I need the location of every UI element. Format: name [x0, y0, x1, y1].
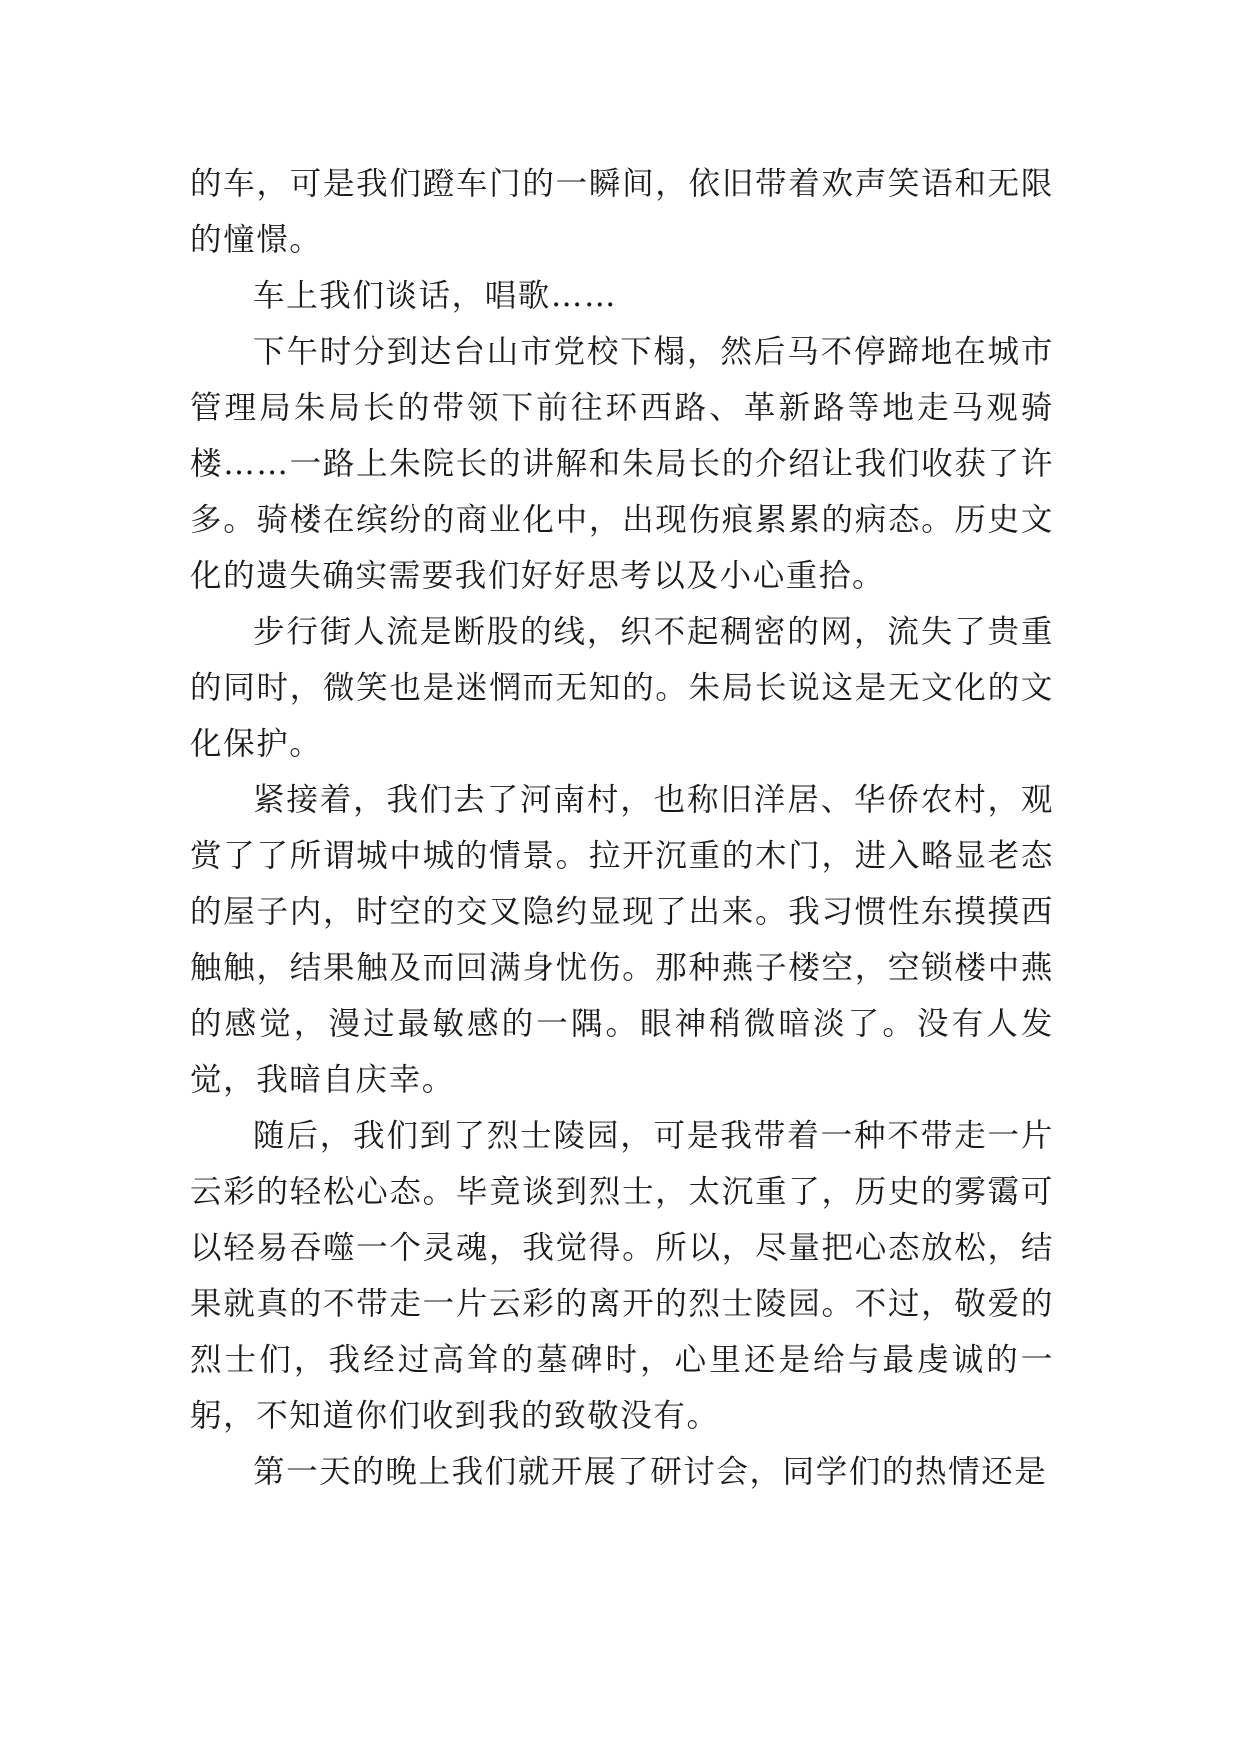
- paragraph: 随后，我们到了烈士陵园，可是我带着一种不带走一片云彩的轻松心态。毕竟谈到烈士，太沉重了，历史的雾霭可以轻易吞噬一个灵魂，我觉得。所以，尽量把心态放松，结果就真的不带走一片云彩的离开的烈士陵园。不过，敬爱的烈士们，我经过高耸的墓碑时，心里还是给与最虔诚的一躬，不知道你们收到我的致敬没有。: [190, 1118, 1054, 1434]
- paragraph: 车上我们谈话，唱歌……: [253, 278, 618, 314]
- paragraph: 第一天的晚上我们就开展了研讨会，同学们的热情还是: [253, 1454, 1048, 1490]
- paragraph: 的车，可是我们蹬车门的一瞬间，依旧带着欢声笑语和无限的憧憬。: [190, 166, 1054, 258]
- paragraph: 下午时分到达台山市党校下榻，然后马不停蹄地在城市管理局朱局长的带领下前往环西路、革新路等地走马观骑楼……一路上朱院长的讲解和朱局长的介绍让我们收获了许多。骑楼在缤纷的商业化中，出现伤痕累累的病态。历史文化的遗失确实需要我们好好思考以及小心重拾。: [190, 334, 1054, 594]
- paragraph: 步行街人流是断股的线，织不起稠密的网，流失了贵重的同时，微笑也是迷惘而无知的。朱局长说这是无文化的文化保护。: [190, 614, 1054, 762]
- paragraph: 紧接着，我们去了河南村，也称旧洋居、华侨农村，观赏了了所谓城中城的情景。拉开沉重的木门，进入略显老态的屋子内，时空的交叉隐约显现了出来。我习惯性东摸摸西触触，结果触及而回满身忧伤。那种燕子楼空，空锁楼中燕的感觉，漫过最敏感的一隅。眼神稍微暗淡了。没有人发觉，我暗自庆幸。: [190, 782, 1054, 1098]
- body-text: [190, 156, 1054, 1500]
